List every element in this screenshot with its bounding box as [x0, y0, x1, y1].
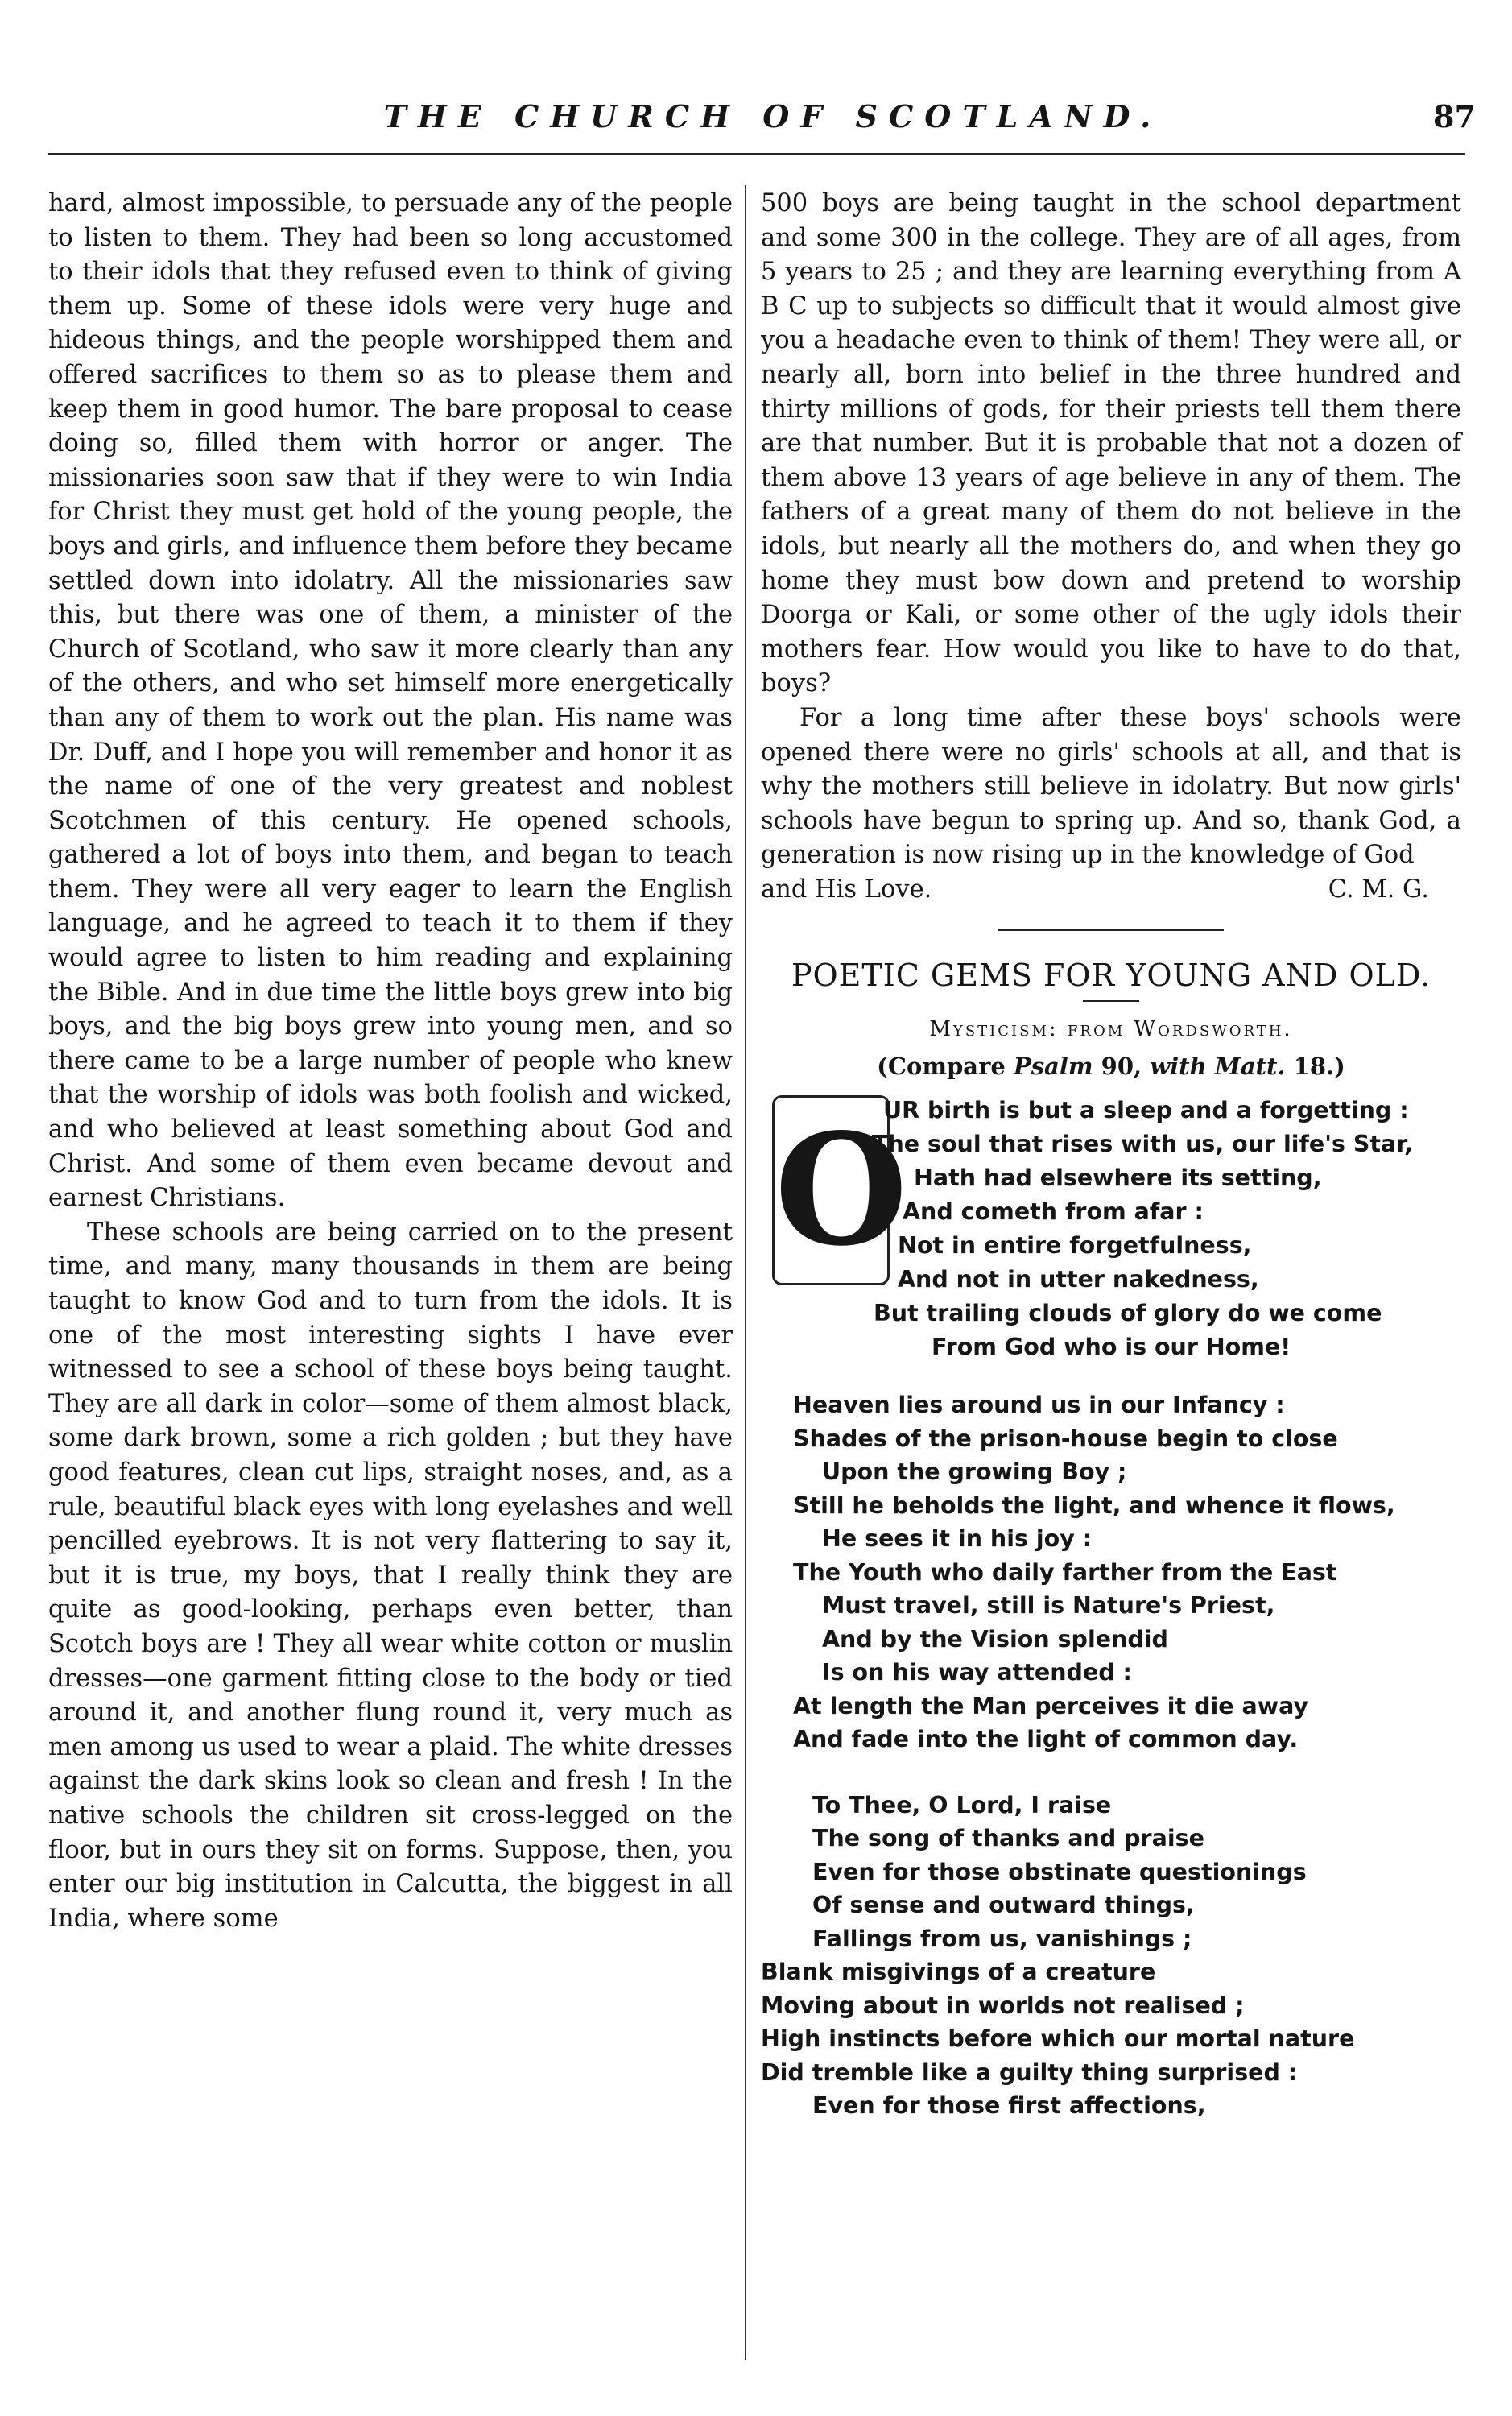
- right-paragraph-2: For a long time after these boys' schools were opened there were no girls' schools at all, and that is why the mothers still believe in idolatry. But now girls' schools have begun to spring up. And so, thank God, a generation is now rising up in the knowledge of God: [761, 703, 1461, 870]
- poem-reference: [761, 1047, 1461, 1086]
- dropcap-letter: O: [772, 1095, 890, 1285]
- poem-line: Not in entire forgetfulness,: [898, 1232, 1252, 1260]
- poem-line: The soul that rises with us, our life's Star,: [872, 1131, 1413, 1158]
- poem-line: To Thee, O Lord, I raise: [812, 1791, 1112, 1818]
- left-paragraph-1: hard, almost impossible, to persuade any of the people to listen to them. They had been so long accustomed to their idols that they refused even to think of giving them up. Some of these idols were very huge and hideous things, and the people worshipped them and offered sacrifices to them so as to please them and keep them in good humor. The bare proposal to cease doing so, filled them with horror or anger. The missionaries soon saw that if they were to win India for Christ they must get hold of the young people, the boys and girls, and influence them before they became settled down into idolatry. All the missionaries saw this, but there was one of them, a minister of the Church of Scotland, who saw it more clearly than any of the others, and who set himself more energetically than any of them to work out the plan. His name was Dr. Duff, and I hope you will remember and honor it as the name of one of the very greatest and noblest Scotchmen of this century. He opened schools, gathered a lot of boys into them, and began to teach them. They were all very eager to learn the English language, and he agreed to teach it to them if they would agree to listen to him reading and explaining the Bible. And in due time the little boys grew into big boys, and the big boys grew into young men, and so there came to be a large number of people who knew that the worship of idols was both foolish and wicked, and who believed at least something about God and Christ. And some of them even became devout and earnest Christians.: [48, 189, 733, 1213]
- poem-line: And by the Vision splendid: [822, 1625, 1168, 1653]
- reference-prefix: (Compare: [877, 1053, 1014, 1081]
- poem-line: High instincts before which our mortal nature: [761, 2025, 1355, 2053]
- poem-line: He sees it in his joy :: [822, 1525, 1093, 1553]
- left-paragraph-2: These schools are being carried on to the present time, and many, many thousands in them are being taught to know God and to turn from the idols. It is one of the most interesting sights I have ever witnessed to see a school of these boys being taught. They are all dark in color—some of them almost black, some dark brown, some a rich golden ; but they have good features, clean cut lips, straight noses, and, as a rule, beautiful black eyes with long eyelashes and well pencilled eyebrows. It is not very flattering to say it, but it is true, my boys, that I really think they are quite as good-looking, perhaps even better, than Scotch boys are ! They all wear white cotton or muslin dresses—one garment fitting close to the body or tied around it, and another flung round it, very much as men among us used to wear a plaid. The white dresses against the dark skins look so clean and fresh ! In the native schools the children sit cross-legged on the floor, but in ours they sit on forms. Suppose, then, you enter our big institution in Calcutta, the biggest in all India, where some: [48, 1218, 733, 1933]
- column-rule: [745, 185, 746, 2360]
- poem-line: The Youth who daily farther from the East: [793, 1558, 1337, 1586]
- poem-line: Blank misgivings of a creature: [761, 1959, 1156, 1986]
- poem-line: Moving about in worlds not realised ;: [761, 1992, 1245, 2019]
- poem-line: Still he beholds the light, and whence it flows,: [793, 1491, 1395, 1519]
- left-column: [48, 187, 733, 1936]
- poem-line: UR birth is but a sleep and a forgetting :: [883, 1097, 1409, 1124]
- reference-with: with Matt.: [1150, 1053, 1286, 1081]
- signoff-line: [761, 873, 1461, 908]
- poem-line: Hath had elsewhere its setting,: [914, 1165, 1322, 1192]
- reference-psalm: Psalm: [1013, 1053, 1093, 1081]
- signature: C. M. G.: [1328, 875, 1429, 904]
- poem-line: Must travel, still is Nature's Priest,: [822, 1592, 1275, 1620]
- reference-suffix: 18.): [1285, 1053, 1345, 1081]
- poem-line: Even for those obstinate questionings: [812, 1858, 1307, 1885]
- page-number: 87: [1433, 98, 1476, 134]
- closing-text: and His Love.: [761, 875, 932, 904]
- poem-line: Shades of the prison-house begin to close: [793, 1425, 1338, 1452]
- poem-stanza-1: [761, 1090, 1461, 1493]
- poem-line: Upon the growing Boy ;: [822, 1458, 1127, 1486]
- poem-line: And not in utter nakedness,: [898, 1266, 1259, 1293]
- reference-middle: 90,: [1093, 1053, 1151, 1081]
- poem-line: Heaven lies around us in our Infancy :: [793, 1392, 1285, 1419]
- poem-line: The song of thanks and praise: [812, 1825, 1204, 1852]
- poem-line: Is on his way attended :: [822, 1659, 1132, 1686]
- section-separator: [998, 929, 1224, 931]
- poem-line: At length the Man perceives it die away: [793, 1692, 1308, 1719]
- poem-line: From God who is our Home!: [932, 1334, 1291, 1361]
- running-head: THE CHURCH OF SCOTLAND.: [383, 98, 1163, 134]
- poem-line: And fade into the light of common day.: [793, 1726, 1299, 1753]
- poem-line: And cometh from afar :: [903, 1198, 1204, 1226]
- header-rule: [48, 153, 1465, 155]
- right-paragraph-1: 500 boys are being taught in the school department and some 300 in the college. They are of all ages, from 5 years to 25 ; and they are learning everything from A B C up to subjects so difficult that it would almost give you a headache even to think of them! They were all, or nearly all, born into belief in the three hundred and thirty millions of gods, for their priests tell them there are that number. But it is probable that not a dozen of them above 13 years of age believe in any of them. The fathers of a great many of them do not believe in the idols, but nearly all the mothers do, and when they go home they must bow down and pretend to worship Doorga or Kali, or some other of the ugly idols their mothers fear. How would you like to have to do that, boys?: [761, 189, 1461, 698]
- right-column: [761, 187, 1461, 2123]
- title-rule: [1083, 1000, 1139, 1002]
- poem-line: Fallings from us, vanishings ;: [812, 1925, 1192, 1952]
- poem-line: Even for those first affections,: [812, 2092, 1206, 2120]
- section-title: POETIC GEMS FOR YOUNG AND OLD.: [791, 958, 1431, 994]
- poem-line: Did tremble like a guilty thing surprised :: [761, 2058, 1298, 2086]
- poem-title: Mysticism: from Wordsworth.: [929, 1017, 1293, 1042]
- poem-line: Of sense and outward things,: [812, 1892, 1195, 1919]
- poem-line: But trailing clouds of glory do we come: [874, 1300, 1382, 1327]
- poem-stanza-3: [761, 1789, 1461, 2123]
